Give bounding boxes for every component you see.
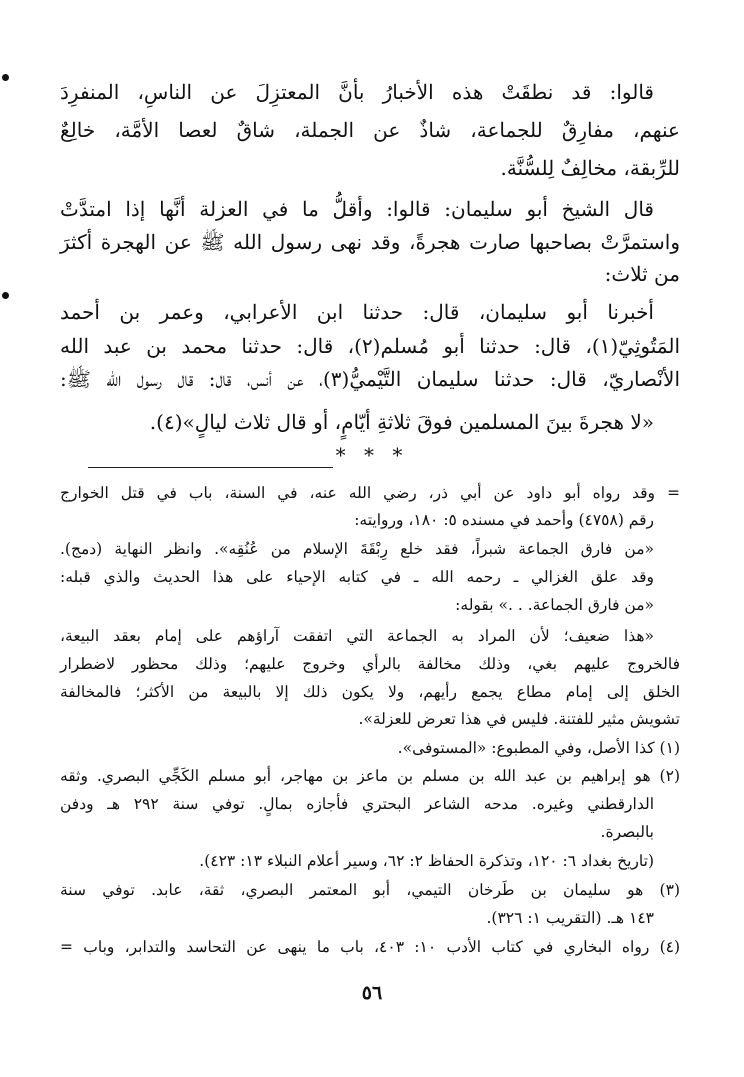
margin-dot-middle	[2, 292, 9, 299]
footnote-line-2: رقم (٤٧٥٨) وأحمد في مسنده ٥: ١٨٠، وروايته:	[354, 511, 654, 529]
footnote-2-line-2: الدارقطني وغيره. مدحه الشاعر البحتري فأجازه بمالٍ. توفي سنة ٢٩٢ هـ ودفن	[60, 795, 654, 813]
page-number: ٥٦	[361, 982, 383, 1004]
footnote-line-8: الخلق إلى إمام مطاع يجمع رأيهم، ولا يكون ذلك إلا بالبيعة من الأكثر؛ فالمخالفة	[60, 683, 680, 701]
main-line-3: للرِّبقة، مخالِفٌ لِلسُّنَّة.	[500, 156, 680, 180]
footnote-line-6: «هذا ضعيف؛ لأن المراد به الجماعة التي اتفقت آراؤهم على إمام بعقد البيعة،	[60, 627, 654, 645]
footnote-3-line-1: (٣) هو سليمان بن طَرخان التيمي، أبو المعتمر البصري، ثقة، عابد. توفي سنة	[60, 881, 680, 899]
main-line-8: المَتُوثِيّ(١)، قال: حدثنا أبو مُسلم(٢)، قال: حدثنا محمد بن عبد الله	[60, 334, 680, 358]
section-stars: * * *	[335, 443, 409, 467]
footnote-3-line-2: ١٤٣ هـ. (التقريب ١: ٣٢٦).	[486, 909, 654, 927]
main-line-6: من ثلاث:	[604, 262, 680, 286]
main-line-1: قالوا: قد نطقَتْ هذه الأخبارُ بأنَّ المعتزِلَ عن الناسِ، المنفرِدَ	[60, 80, 654, 104]
footnote-2-source: (تاريخ بغداد ٦: ١٢٠، وتذكرة الحفاظ ٢: ٦٢، وسير أعلام النبلاء ١٣: ٤٢٣).	[199, 852, 654, 870]
footnote-separator	[88, 467, 333, 468]
footnote-4: (٤) رواه البخاري في كتاب الأدب ١٠: ٤٠٣، باب ما ينهى عن التحاسد والتدابر، وباب =	[60, 938, 681, 956]
margin-dot-top	[2, 74, 9, 81]
footnote-line-4: وقد علق الغزالي ـ رحمه الله ـ في كتابه الإحياء على هذا الحديث والذي قبله:	[60, 568, 654, 586]
main-line-9: الأنْصاريّ، قال: حدثنا سليمان التَّيْميُّ(٣)، عن أنس، قال: قال رسول الله ﷺ:	[60, 367, 681, 391]
footnote-line-1: = وقد رواه أبو داود عن أبي ذر، رضي الله عنه، في السنة، باب في قتل الخوارج	[60, 484, 680, 502]
footnote-2-line-3: بالبصرة.	[600, 823, 654, 841]
footnote-line-3: «من فارق الجماعة شبراً، فقد خلع رِبْقَةَ الإسلام من عُنُقِه». وانظر النهاية (دمج).	[60, 540, 654, 558]
main-line-7: أخبرنا أبو سليمان، قال: حدثنا ابن الأعرابي، وعمر بن أحمد	[60, 300, 654, 324]
footnote-line-9: تشويش مثير للفتنة. فليس في هذا تعرض للعزلة».	[358, 710, 680, 728]
footnote-1: (١) كذا الأصل، وفي المطبوع: «المستوفى».	[397, 739, 680, 757]
main-line-5: واستمرَّتْ بصاحبها صارت هجرةً، وقد نهى رسول الله ﷺ عن الهجرة أكثرَ	[60, 230, 680, 254]
hadith-line: «لا هجرةَ بينَ المسلمين فوقَ ثلاثةِ أيّامٍ، أو قال ثلاث ليالٍ»(٤).	[149, 410, 654, 434]
footnote-line-7: فالخروج عليهم بغي، وذلك مخالفة بالرأي وخروج عليهم؛ وذلك محظور لاضطرار	[60, 655, 680, 673]
main-line-4: قال الشيخ أبو سليمان: قالوا: وأقلُّ ما في العزلة أنَّها إذا امتدَّتْ	[60, 197, 654, 221]
main-line-2: عنهم، مفارِقٌ للجماعة، شاذٌ عن الجملة، شاقٌ لعصا الأمَّة، خالِعٌ	[60, 118, 680, 142]
footnote-2-line-1: (٢) هو إبراهيم بن عبد الله بن مسلم بن ماعز بن مهاجر، أبو مسلم الكَجِّي البصري. وثقه	[60, 767, 680, 785]
footnote-line-5: «من فارق الجماعة. . .» بقوله:	[455, 596, 654, 614]
